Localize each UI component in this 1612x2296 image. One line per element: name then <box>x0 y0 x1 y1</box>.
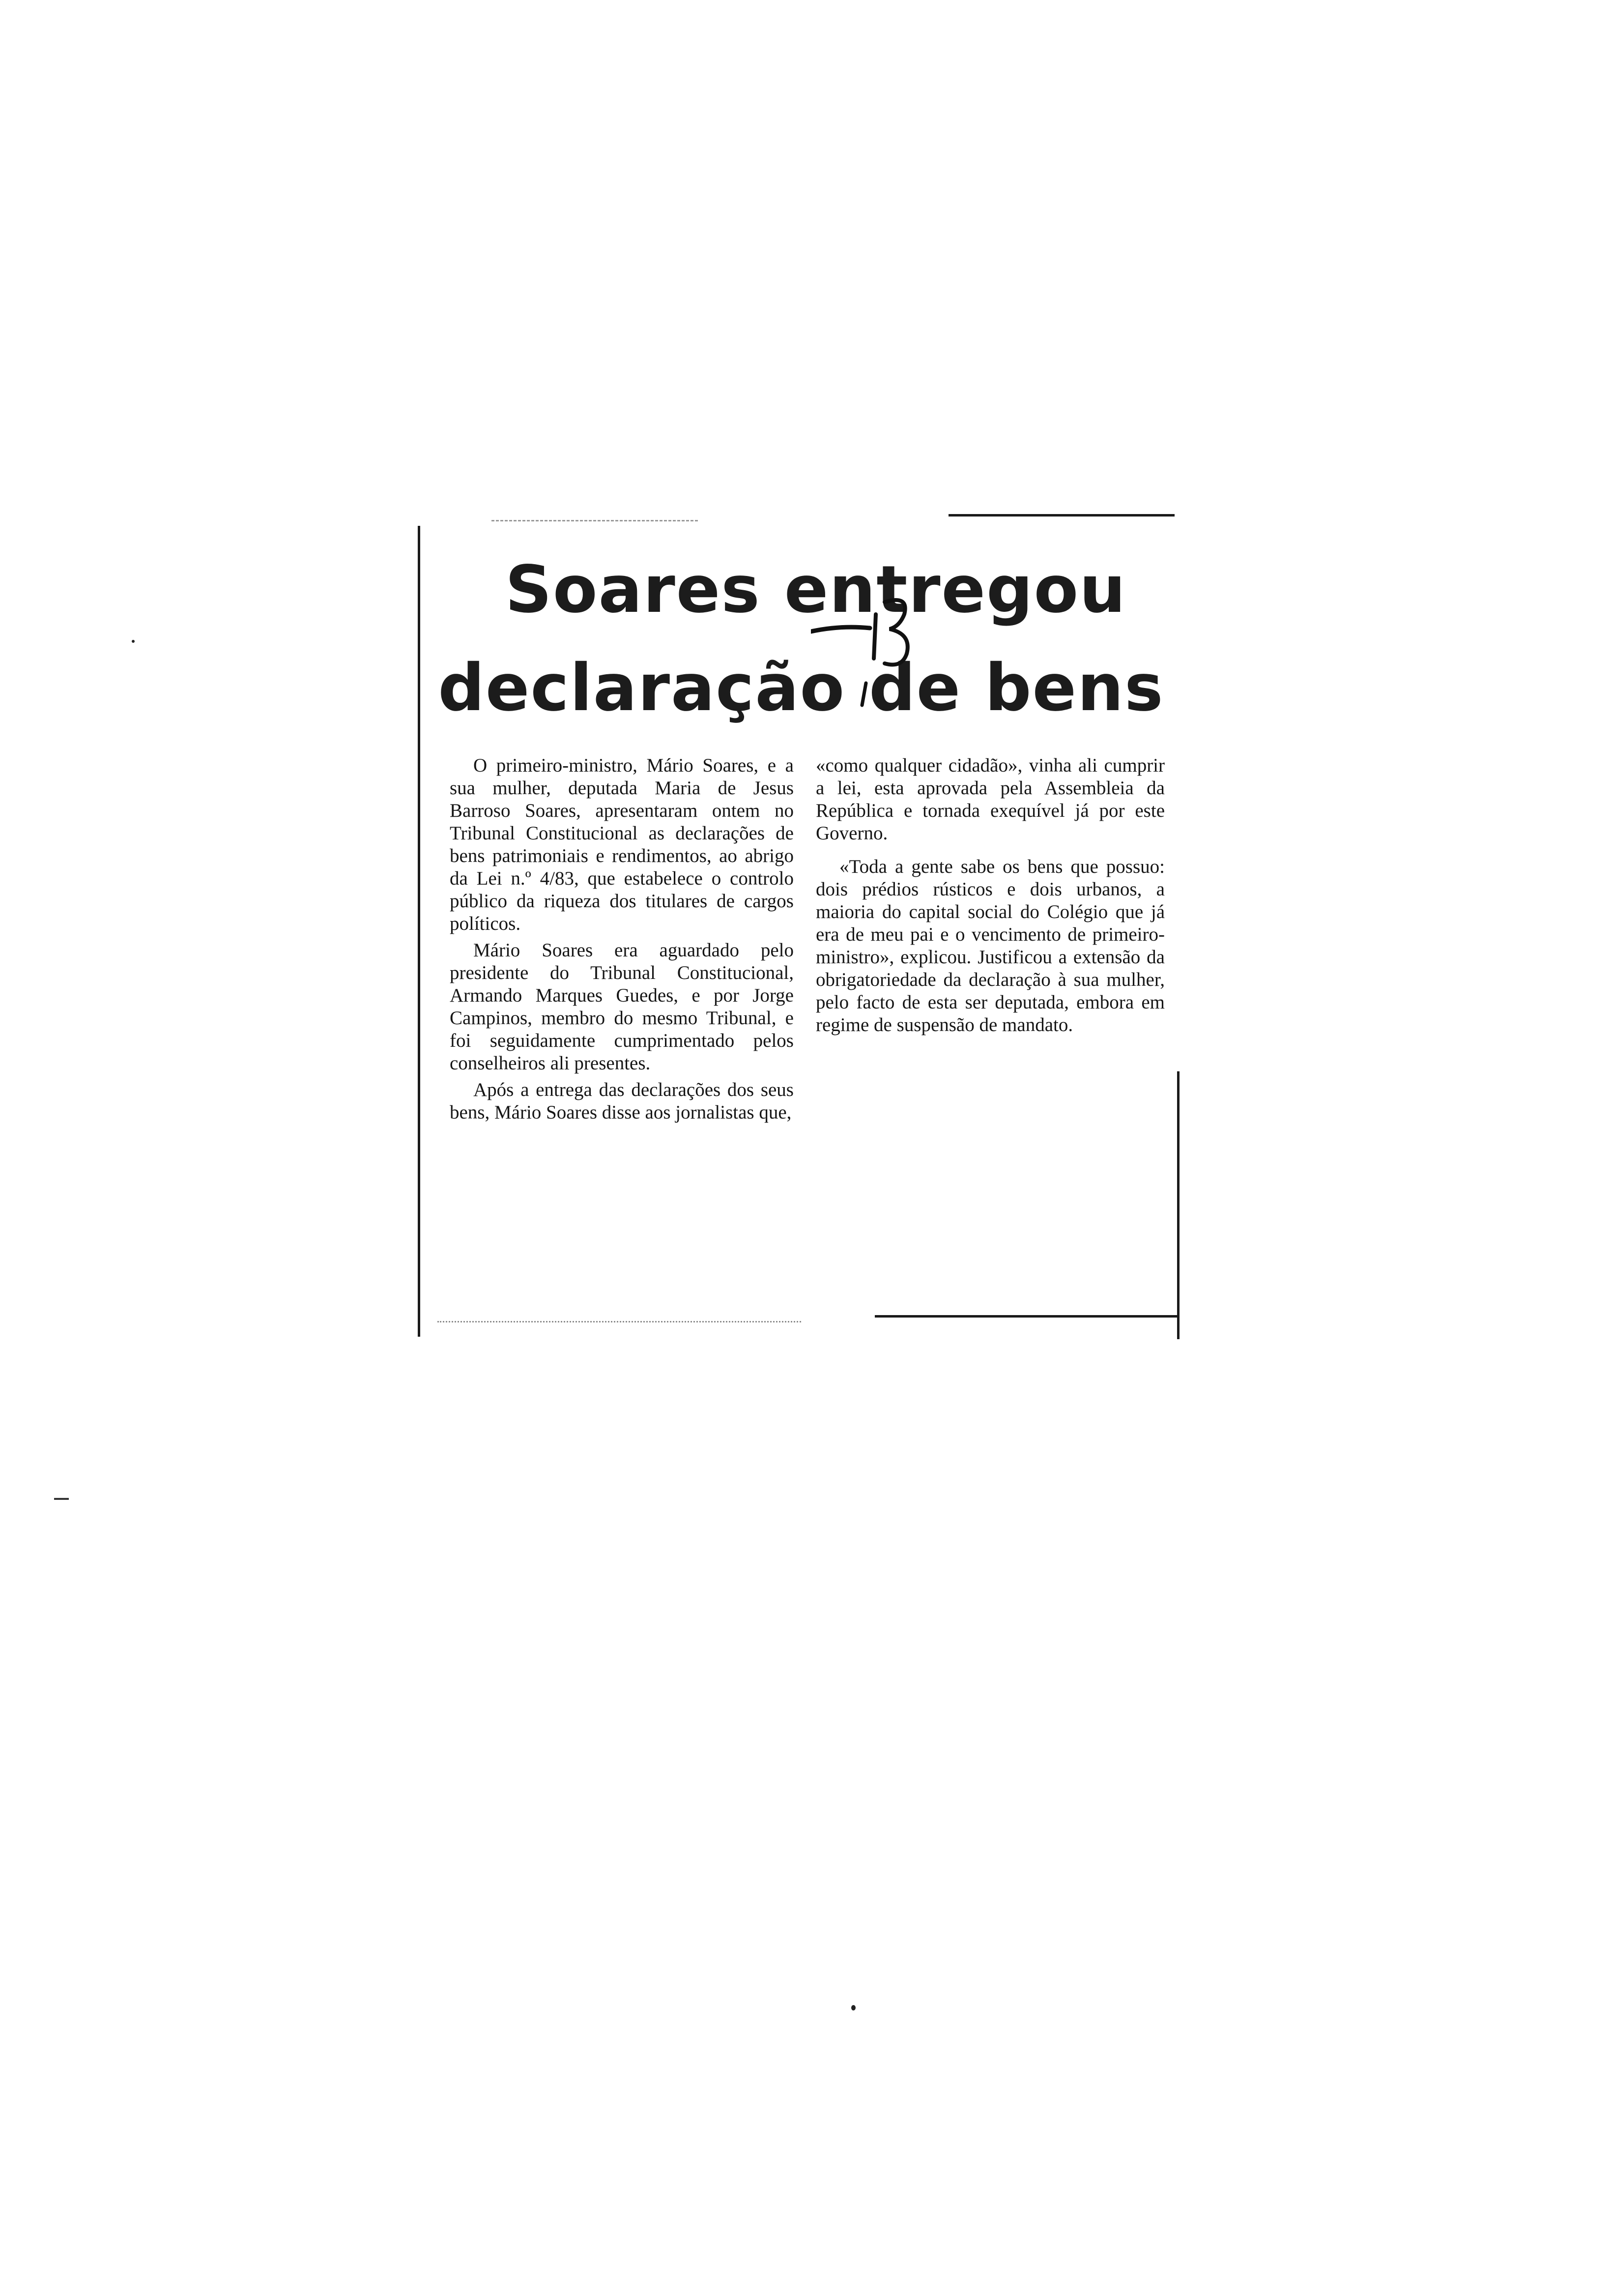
paragraph: Mário Soares era aguardado pelo presidente do Tribunal Constitucional, Armando Marques Guedes, e por Jorge Campinos, membro do mesmo Tribunal, e foi seguidamente cumprimentado pelos conselheiros ali presentes. <box>450 940 794 1074</box>
paragraph: «como qualquer cidadão», vinha ali cumprir a lei, esta aprovada pela Assembleia da República e tornada exequível já por este Governo. <box>816 755 1165 844</box>
paragraph: «Toda a gente sabe os bens que possuo: dois prédios rústicos e dois urbanos, a maioria do capital social do Colégio que já era de meu pai e o vencimento de primeiro-ministro», explicou. Justificou a extensão da obrigatoriedade da declaração à sua mulher, pelo facto de esta ser deputada, embora em regime de suspensão de mandato. <box>816 856 1165 1035</box>
bottom-rule <box>875 1315 1180 1318</box>
scan-speck <box>132 640 135 643</box>
scan-speck <box>851 2005 856 2010</box>
paragraph: O primeiro-ministro, Mário Soares, e a sua mulher, deputada Maria de Jesus Barroso Soares, apresentaram ontem no Tribunal Constitucional as declarações de bens patrimoniais e rendimentos, ao abrigo da Lei n.º 4/83, que estabelece o controlo público da riqueza dos titulares de cargos políticos. <box>450 755 794 934</box>
scan-mark <box>54 1498 69 1500</box>
paragraph: Após a entrega das declarações dos seus bens, Mário Soares disse aos jornalistas que, <box>450 1079 794 1123</box>
bottom-rule-dotted <box>437 1321 801 1324</box>
newspaper-clipping <box>418 511 1184 1322</box>
headline-line-2: declaração de bens <box>438 650 1164 726</box>
headline <box>418 541 1184 737</box>
headline-line-1: Soares entregou <box>505 552 1127 628</box>
handwritten-annotation <box>811 585 924 713</box>
article-column-left <box>450 754 794 1128</box>
article-column-right <box>816 754 1165 1040</box>
right-border-rule <box>1177 1071 1180 1339</box>
top-rule-dashed <box>491 520 698 523</box>
top-rule <box>949 514 1175 517</box>
